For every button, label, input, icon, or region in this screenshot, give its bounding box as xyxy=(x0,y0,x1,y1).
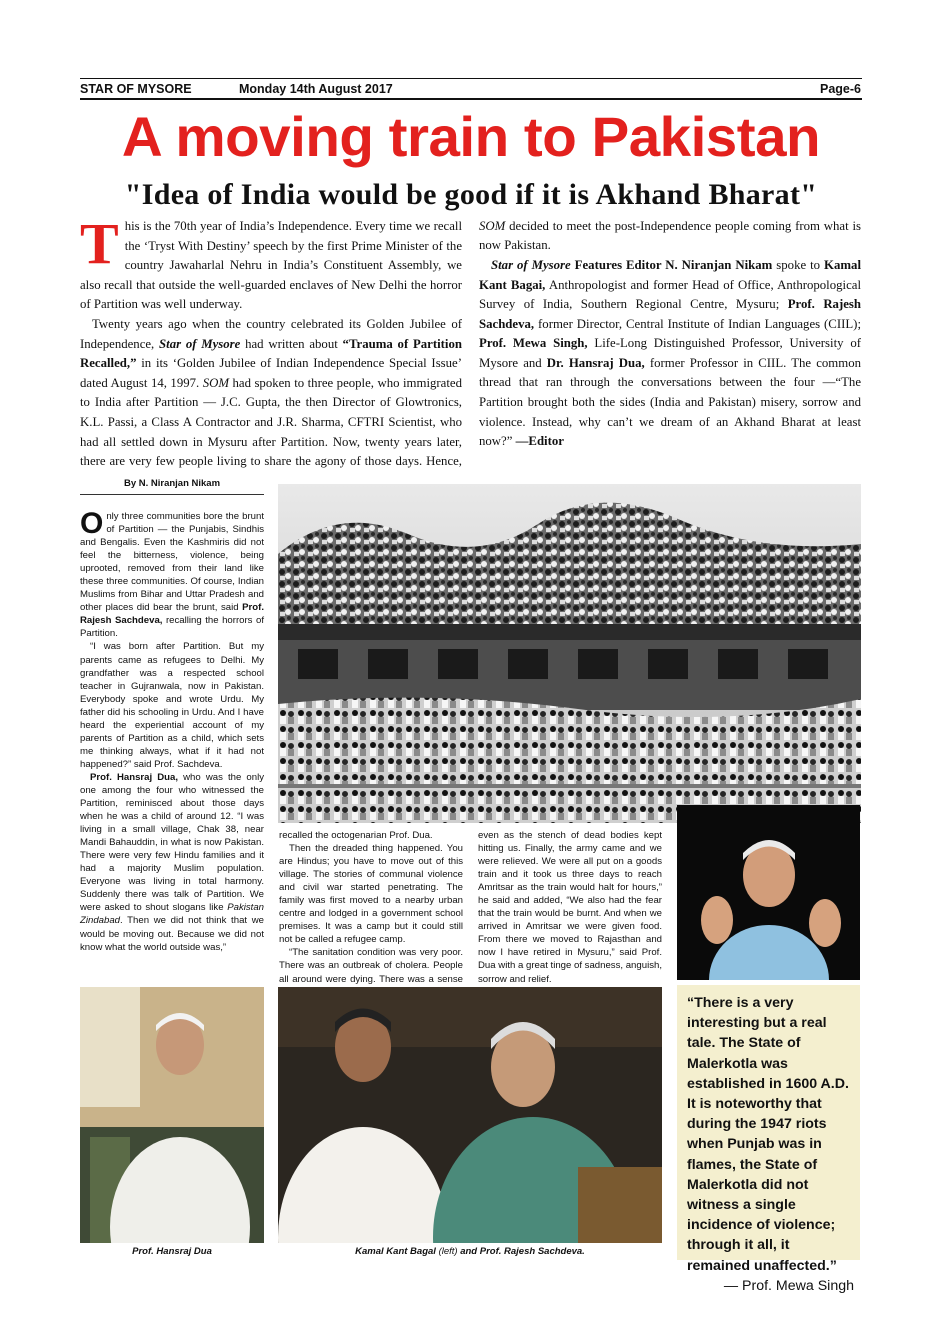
body-paragraph: Then the dreaded thing happened. You are Hindus; you have to move out of this village. The stories of communal violence and civil war started penetrating. The family was first moved to a nearby urban centre and lodged in a government school premises. It was a camp but it could still not be called a refugee camp. xyxy=(279,843,463,946)
page-number: Page-6 xyxy=(820,82,861,96)
body-paragraph: “I was born after Partition. But my parents came as refugees to Delhi. My grandfather was a respected school teacher in Gujranwala, now in Pakistan. Everybody spoke and wrote Urdu. My father did his schooling in Urdu. And I have heard the experiential account of my parents of Partition as a child, which sets me thinking always, what if it had not happened?” said Prof. Sachdeva. xyxy=(80,641,264,770)
intro-text-bold: Prof. Mewa Singh, xyxy=(479,336,588,351)
intro-text: had spoken to three people, who immigrated to India after Partition — J.C. Gupta, the then Director of Glowtronics, K.L. Passi, a Class A Contractor and J.R. Sharma, CFTRI Scientist, who had all settled down in Mysuru after Partition. Now, twenty years later, there are very few people living to share the agony of those days. Hence, xyxy=(80,375,462,469)
intro-editor-sign: —Editor xyxy=(515,434,564,449)
issue-date: Monday 14th August 2017 xyxy=(239,82,393,96)
caption-dua: Prof. Hansraj Dua xyxy=(132,1246,212,1257)
intro-text: former Professor in CIIL. The common thread that ran through the conversations between the four —“The Partition brought both the sides (India and Pakistan) misery, sorrow and violence. Instead, why can’t we dream of an Akhand Bharat at least now?” xyxy=(479,355,861,449)
hansraj-dua-image xyxy=(80,987,264,1243)
caption-text: Kamal Kant Bagal xyxy=(355,1246,439,1257)
intro-text-bold: Features Editor N. Niranjan Nikam xyxy=(570,257,773,272)
intro-text-em: Star of Mysore xyxy=(491,257,571,272)
pull-quote-text: “There is a very interesting but a real tale. The State of Malerkotla was established in 1600 A.D. It is noteworthy that during the 1947 riots when Punjab was in flames, the State of Malerkotla did not witness a single incidence of violence; through it all, it remained unaffected.” xyxy=(687,995,849,1274)
hansraj-dua-photo xyxy=(80,987,264,1243)
body-column-3 xyxy=(478,829,662,999)
pull-quote xyxy=(677,985,860,1294)
headline: A moving train to Pakistan xyxy=(121,105,821,168)
caption-text: and Prof. Rajesh Sachdeva. xyxy=(457,1246,585,1257)
body-column-2 xyxy=(279,829,463,999)
body-text-bold: Prof. Hansraj Dua, xyxy=(90,771,179,783)
caption-bagal-sachdeva xyxy=(278,1246,662,1257)
intro-text-bold: Dr. Hansraj Dua, xyxy=(546,355,645,370)
body-text-bold: Prof. Rajesh Sachdeva, xyxy=(80,602,264,627)
body-dropcap: O xyxy=(80,507,104,540)
body-column-1 xyxy=(80,507,264,954)
body-text: . Then we did not think that we would be moving out. Because we did not know what the world outside was,” xyxy=(80,915,264,953)
intro-dropcap: T xyxy=(80,217,119,276)
intro-right-column xyxy=(479,217,861,476)
newspaper-name: STAR OF MYSORE xyxy=(80,82,192,96)
byline: By N. Niranjan Nikam xyxy=(80,478,264,495)
intro-text-em: SOM xyxy=(479,218,506,233)
mewa-singh-image xyxy=(677,805,860,980)
intro-text: Anthropologist and former Head of Office, Anthropological Survey of India, Southern Regional Centre, Mysuru; xyxy=(479,277,861,312)
body-text: who was the only one among the four who witnessed the Partition, reminisced about those days when he was a child of around 12. “I was living in a small village, Chak 38, near Mandi Bahauddin, in what is now Pakistan. There were very few Hindu families and it had a majority Muslim population. Everyone was living in total harmony. Suddenly there was talk of Partition. We were asked to shout slogans like xyxy=(80,771,264,914)
intro-text-bold: “Trauma of Partition Recalled,” xyxy=(80,336,462,371)
train-photo xyxy=(278,484,861,823)
intro-text: in its ‘Golden Jubilee of Indian Independence Special Issue’ dated August 14, 1997. xyxy=(80,356,462,390)
train-photo-image xyxy=(278,484,861,823)
intro-text: Life-Long Distinguished Professor, University of Mysore and xyxy=(479,336,861,370)
intro-paragraph-1: his is the 70th year of India’s Independence. Every time we recall the ‘Tryst With Destiny’ speech by the first Prime Minister of the country Jawaharlal Nehru in India’s Constituent Assembly, we also recall that outside the well-guarded enclaves of New Delhi the horror of Partition was well underway. xyxy=(80,219,462,312)
masthead-top-rule xyxy=(80,78,862,79)
body-text: recalling the horrors of Partition. xyxy=(80,615,264,640)
body-text: nly three communities bore the brunt of Partition — the Punjabis, Sindhis and Bengalis. Even the Kashmiris did not feel the bitterness, violence, being uprooted, removed from their land like these three communities. Of course, Indian Muslims from Bihar and Uttar Pradesh and other places did bear the brunt, said xyxy=(80,511,264,614)
body-text-em: Pakistan Zindabad xyxy=(80,902,264,927)
mewa-singh-photo xyxy=(677,805,860,980)
subheadline: "Idea of India would be good if it is Akhand Bharat" xyxy=(124,178,818,211)
body-paragraph: recalled the octogenarian Prof. Dua. xyxy=(279,830,433,841)
intro-text: decided to meet the post-Independence people coming from what is now Pakistan. xyxy=(479,218,861,253)
intro-text: former Director, Central Institute of Indian Languages (CIIL); xyxy=(534,316,861,331)
pull-quote-attribution: — Prof. Mewa Singh xyxy=(723,1277,854,1294)
body-paragraph: “The sanitation condition was very poor. There was an outbreak of cholera. People all around were dying. There was a sense xyxy=(279,947,463,985)
bagal-sachdeva-photo xyxy=(278,987,662,1243)
body-paragraph: even as the stench of dead bodies kept hitting us. Finally, the army came and we were relieved. We were all put on a goods train and it took us three days to reach Amritsar as the train would halt for hours,” he said and added, “We also had the fear that the train would be burnt. And when we arrived in Amritsar we were given food. From there we moved to Rajasthan and now I have retired in Mysuru,” said Prof. Dua with a great tinge of sadness, anguish, sorrow and relief. xyxy=(478,830,662,985)
intro-text: Twenty years ago when the country celebrated its Golden Jubilee of Independence, xyxy=(80,316,462,351)
intro-text-em: Star of Mysore xyxy=(159,336,241,351)
intro-text-em: SOM xyxy=(202,375,230,390)
masthead-rule xyxy=(80,98,862,100)
intro-text: had written about xyxy=(240,336,343,351)
intro-text: spoke to xyxy=(772,257,825,272)
intro-flow-continuation xyxy=(479,217,861,452)
bagal-sachdeva-image xyxy=(278,987,662,1243)
intro-text-bold: Kamal Kant Bagai, xyxy=(479,257,861,292)
caption-text-left: (left) xyxy=(438,1246,458,1257)
intro-text-bold: Prof. Rajesh Sachdeva, xyxy=(479,297,861,331)
intro-left-column xyxy=(80,217,462,472)
